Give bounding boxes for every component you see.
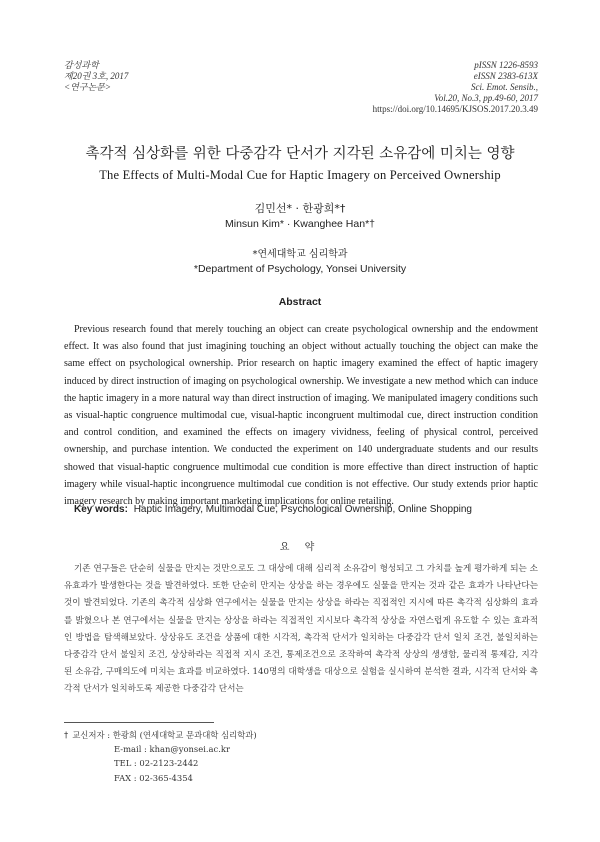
journal-volume-ko: 제20권 3호, 2017 [64,71,129,81]
journal-abbrev: Sci. Emot. Sensib., [471,82,538,92]
abstract-heading: Abstract [278,296,322,308]
korean-summary-heading: 요 약 [279,542,321,553]
contact-fax: FAX : 02-365-4354 [114,772,193,783]
affiliation-en: *Department of Psychology, Yonsei University [193,263,407,275]
keywords-label: Key words: [74,504,128,515]
journal-header-right [373,60,538,115]
contact-email[interactable]: E-mail : khan@yonsei.ac.kr [114,744,230,755]
paper-title-en: The Effects of Multi-Modal Cue for Haptic Imagery on Perceived Ownership [99,168,501,182]
journal-header-left [64,60,128,93]
doi-link[interactable]: https://doi.org/10.14695/KJSOS.2017.20.3.49 [372,104,538,114]
footnote-divider [64,722,214,723]
keywords [74,504,538,515]
paper-title-ko: 촉각적 심상화를 위한 다중감각 단서가 지각된 소유감에 미치는 영향 [85,146,515,162]
dagger-mark: † [64,730,69,740]
volume-pages: Vol.20, No.3, pp.49-60, 2017 [434,93,538,103]
contact-tel: TEL : 02-2123-2442 [114,758,199,769]
footnote [64,728,257,785]
pissn: pISSN 1226-8593 [474,60,538,70]
journal-name-ko: 감성과학 [64,60,99,70]
abstract-text: Previous research found that merely touching an object can create psychological ownership and the endowment effect. It was also found that just imagining touching an object without actually touching the object can make the same effect on psychological ownership. Prior research on haptic imagery examined the effect of haptic imagery induced by direct instruction of imaging on psychological ownership. We investigate a new method which can induce the haptic imagery in a more natural way than direct instruction of imaging. We manipulated imagery conditions such as visual-haptic congruence multimodal cue, visual-haptic incongruent multimodal cue, direct instruction condition and control condition, and examined the effects on imagery vividness, feeling of physical control, perceived ownership, and purchase intention. We conducted the experiment on 140 undergraduate students and our results showed that visual-haptic congruence multimodal cue condition is more effective than direct instruction of haptic imagery while visual-haptic incongruence multimodal cue condition is not effective. Our study extends prior haptic imagery research by making important marketing implications for online retailing. [64,324,538,508]
article-type: <연구논문> [64,82,111,92]
authors-ko: 김민선* · 한광희*† [254,202,346,215]
keywords-text: Haptic Imagery, Multimodal Cue, Psychological Ownership, Online Shopping [133,504,472,515]
corresponding-author: 교신저자 : 한광희 (연세대학교 문과대학 심리학과) [72,730,257,740]
authors-en: Minsun Kim* · Kwanghee Han*† [225,218,375,230]
affiliation-ko: *연세대학교 심리학과 [252,249,348,260]
korean-summary-text: 기존 연구들은 단순히 실물을 만지는 것만으로도 그 대상에 대해 심리적 소유감이 형성되고 그 가치를 높게 평가하게 되는 소유효과가 발생한다는 것을 발견하였다. 또한 단순히 만지는 상상을 하는 경우에도 실물을 만지는 것과 같은 효과가 나타난다는 것이 발견되었다. 기존의 촉각적 심상화 연구에서는 실물을 만지는 상상을 하라는 직접적인 지시에 따른 촉각적 심상화의 효과를 밝혔으나 본 연구에서는 실물을 만지는 상상을 하라는 직접적인 지시보다 촉각적 상상을 자연스럽게 유도할 수 있는 효과적인 방법을 탐색해보았다. 상상유도 조건을 상품에 대한 시각적, 촉각적 단서가 일치하는 다중감각 단서 일치 조건, 불일치하는 다중감각 단서 불일치 조건, 상상하라는 직접적 지시 조건, 통제조건으로 조작하여 촉각적 상상의 생생함, 물리적 통제감, 지각된 소유감, 구매의도에 미치는 효과를 비교하였다. 140명의 대학생을 대상으로 실험을 실시하여 분석한 결과, 시각적 단서와 촉각적 단서가 일치하도록 제공한 다중감각 단서는 [64,564,538,695]
eissn: eISSN 2383-613X [473,71,538,81]
